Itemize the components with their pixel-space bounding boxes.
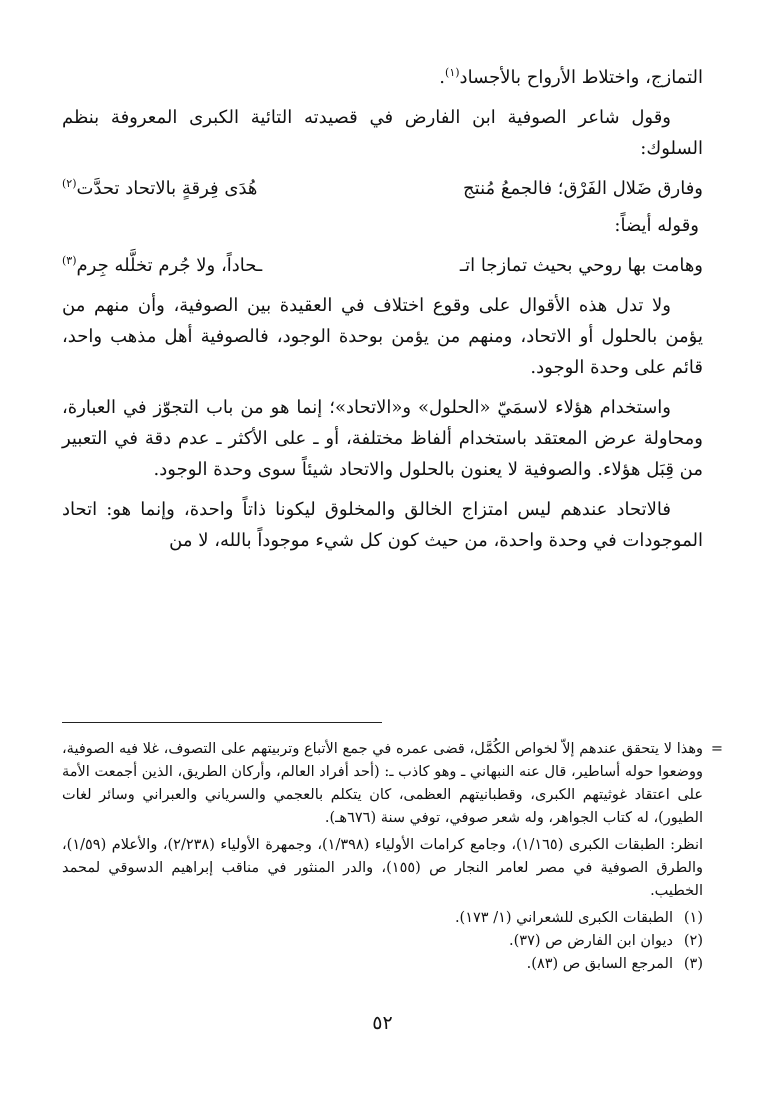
verse-1-second-hemistich bbox=[62, 173, 370, 204]
footnote-ref-1: (١) bbox=[445, 66, 460, 79]
footnote-number: (١) bbox=[683, 910, 703, 926]
paragraph-1-end: . bbox=[439, 67, 446, 88]
footnote-continuation: وهذا لا يتحقق عندهم إلاّ لخواص الكُمَّل، قضى عمره في جمع الأتباع وتربيتهم على التصوف، غلا فيه الصوفية، ووضعوا حوله أساطير، قال عنه النبهاني ـ وهو كاذب ـ: (أحد أفراد العالم، وأركان الطريق، الذين أجمعت الأمة على اعتقاد غوثيتهم الكبرى، وقطبانيتهم العظمى، كان يتكلم بالعجمي والسرياني والعبراني وسائر لغات الطيور)، له كتاب الجواهر، وله شعر صوفي، توفي سنة (٦٧٦هـ). bbox=[62, 741, 703, 826]
verse-1-first-hemistich: وفارق ضَلال الفَرْق؛ فالجمعُ مُنتج bbox=[463, 178, 703, 199]
page-number: ٥٢ bbox=[372, 1012, 393, 1034]
footnote-item bbox=[62, 953, 703, 976]
verse-2-second-hemistich bbox=[62, 250, 370, 281]
footnote-item bbox=[62, 907, 703, 930]
verse-2-intro: وقوله أيضاً: bbox=[614, 215, 699, 236]
paragraph-2: وقول شاعر الصوفية ابن الفارض في قصيدته التائية الكبرى المعروفة بنظم السلوك: bbox=[62, 107, 703, 159]
footnote-list bbox=[62, 907, 703, 976]
footnotes bbox=[62, 738, 723, 976]
footnote-number: (٣) bbox=[683, 956, 703, 972]
footnote-text: المرجع السابق ص (٨٣). bbox=[526, 956, 673, 972]
footnote-number: (٢) bbox=[683, 933, 703, 949]
footnote-continuation-block bbox=[62, 738, 723, 830]
paragraph-4: واستخدام هؤلاء لاسمَيّ «الحلول» و«الاتحاد»؛ إنما هو من باب التجوّز في العبارة، ومحاولة عرض المعتقد باستخدام ألفاظ مختلفة، أو ـ على الأكثر ـ عدم دقة في التعبير من قِبَل هؤلاء. والصوفية لا يعنون بالحلول والاتحاد شيئاً سوى وحدة الوجود. bbox=[62, 397, 703, 480]
footnote-ref-3: (٣) bbox=[62, 254, 77, 267]
continuation-mark: = bbox=[710, 741, 723, 757]
footnote-item bbox=[62, 930, 703, 953]
verse-2 bbox=[62, 250, 703, 281]
paragraph-1 bbox=[62, 62, 703, 93]
footnote-text: ديوان ابن الفارض ص (٣٧). bbox=[509, 933, 673, 949]
paragraph-1-text: التمازج، واختلاط الأرواح بالأجساد bbox=[459, 67, 703, 88]
verse-2-second-text: ـحاداً، ولا جُرم تخلَّله جِرم bbox=[76, 255, 263, 276]
footnote-separator bbox=[62, 722, 382, 723]
footnote-ref-2: (٢) bbox=[62, 177, 77, 190]
main-text bbox=[62, 62, 723, 972]
footnote-references: انظر: الطبقات الكبرى (١/١٦٥)، وجامع كرامات الأولياء (١/٣٩٨)، وجمهرة الأولياء (٢/٢٣٨)، والأعلام (١/٥٩)، والطرق الصوفية في مصر لعامر النجار ص (١٥٥)، والدر المنثور في مناقب إبراهيم الدسوقي لمحمد الخطيب. bbox=[62, 837, 704, 899]
verse-2-first-hemistich: وهامت بها روحي بحيث تمازجا اتـ bbox=[459, 255, 703, 276]
verse-1 bbox=[62, 173, 703, 204]
paragraph-3: ولا تدل هذه الأقوال على وقوع اختلاف في العقيدة بين الصوفية، وأن منهم من يؤمن بالحلول أو الاتحاد، ومنهم من يؤمن بوحدة الوجود، فالصوفية أهل مذهب واحد، قائم على وحدة الوجود. bbox=[62, 295, 703, 378]
paragraph-5: فالاتحاد عندهم ليس امتزاج الخالق والمخلوق ليكونا ذاتاً واحدة، وإنما هو: اتحاد الموجودات في وحدة واحدة، من حيث كون كل شيء موجوداً بالله، لا من bbox=[62, 499, 703, 551]
footnote-text: الطبقات الكبرى للشعراني (١/ ١٧٣). bbox=[454, 910, 673, 926]
verse-1-second-text: هُدَى فِرقةٍ بالاتحاد تحدَّت bbox=[76, 178, 258, 199]
